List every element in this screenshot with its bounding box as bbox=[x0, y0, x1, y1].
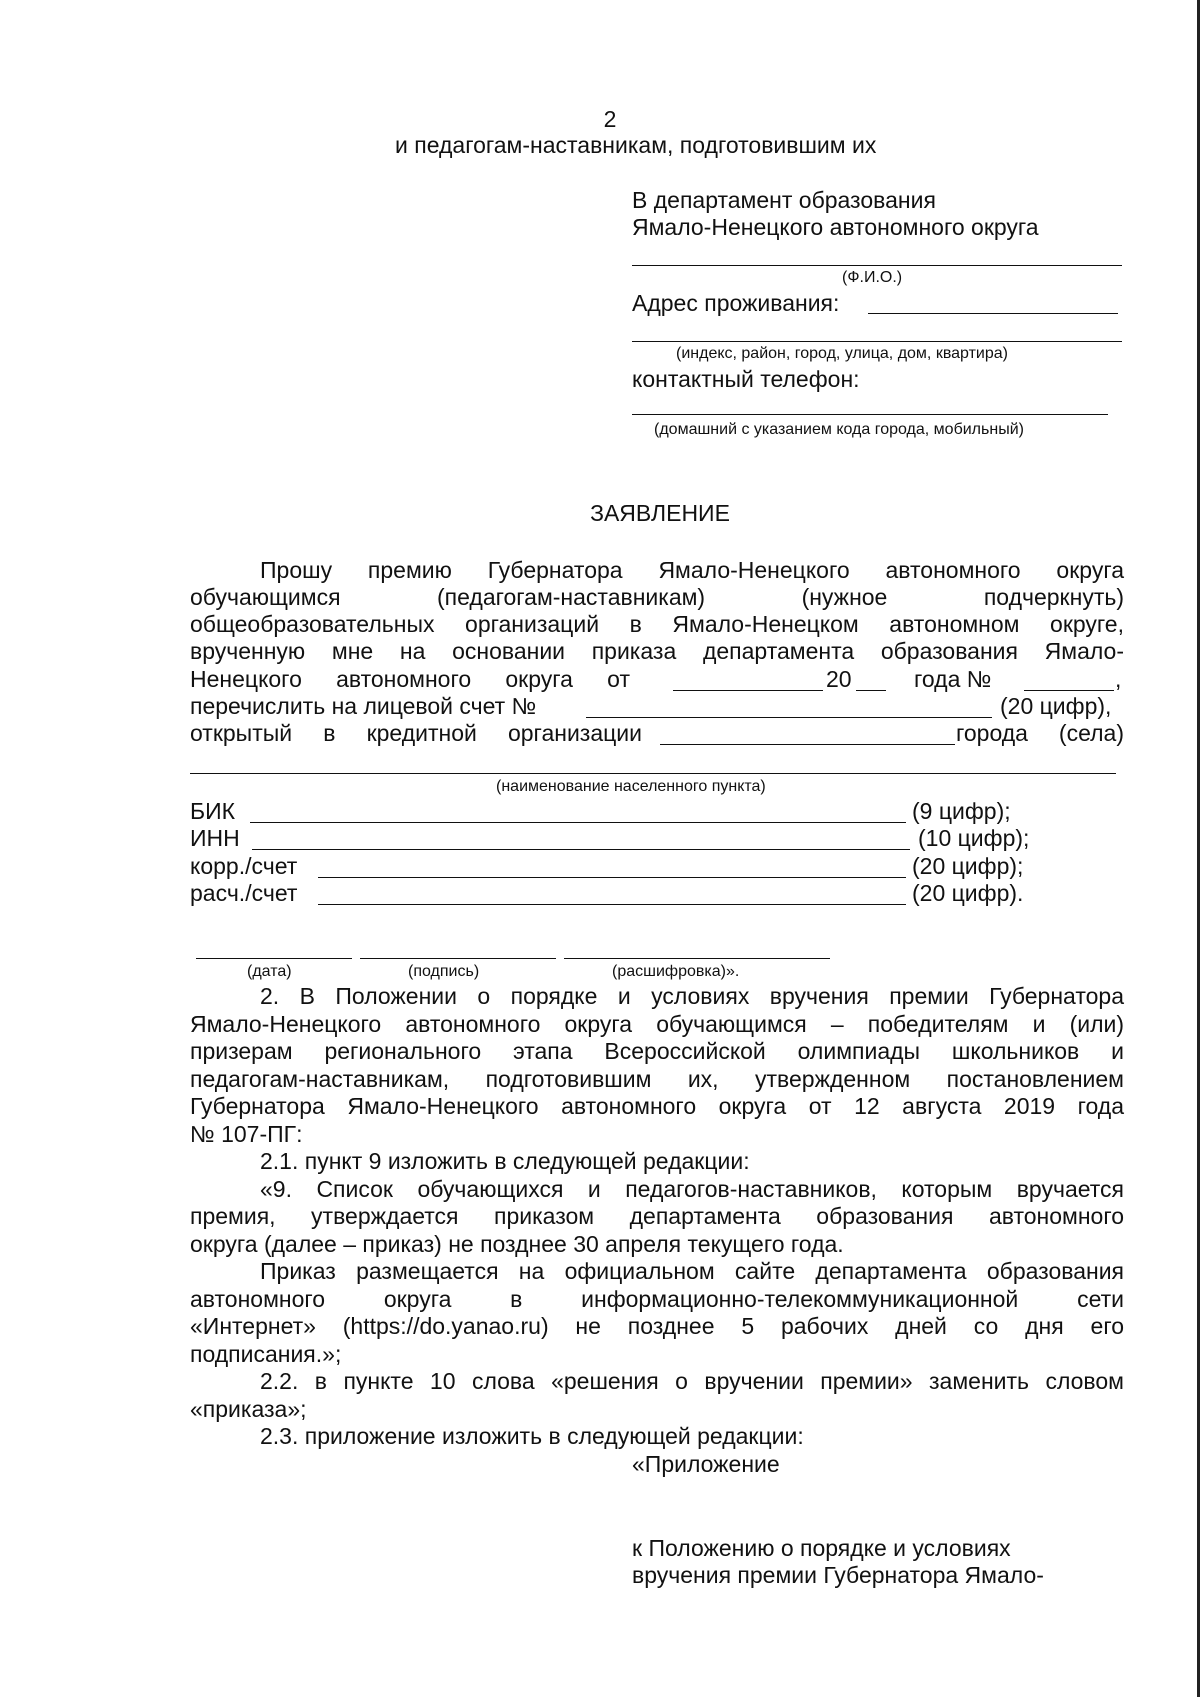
application-line-4: врученную мне на основании приказа департамента образования Ямало- bbox=[190, 638, 1124, 664]
inn-field bbox=[252, 849, 910, 850]
page-number: 2 bbox=[603, 106, 617, 132]
item-9-line-2: премия, утверждается приказом департамента образования автономного bbox=[190, 1203, 1124, 1229]
settlement-account-field bbox=[318, 904, 906, 905]
section-2-line-6: № 107-ПГ: bbox=[190, 1121, 303, 1147]
section-2-2-line-2: «приказа»; bbox=[190, 1396, 307, 1422]
order-publication-line-4: подписания.»; bbox=[190, 1341, 342, 1367]
address-line-2 bbox=[632, 341, 1122, 342]
inn-note: (10 цифр); bbox=[918, 825, 1030, 851]
word-network: сети bbox=[1077, 1286, 1124, 1312]
section-2-3: 2.3. приложение изложить в следующей редакции: bbox=[260, 1423, 804, 1449]
date-line bbox=[196, 958, 352, 959]
order-year-field bbox=[856, 690, 886, 691]
account-field bbox=[586, 717, 992, 718]
word-students: обучающимся bbox=[190, 584, 341, 610]
word-underline: подчеркнуть) bbox=[983, 584, 1124, 610]
word-information-network: информационно-телекоммуникационной bbox=[581, 1286, 1019, 1312]
account-label: перечислить на лицевой счет № bbox=[190, 693, 537, 719]
order-year-prefix: 20 bbox=[826, 666, 852, 692]
section-2-1: 2.1. пункт 9 изложить в следующей редакции: bbox=[260, 1148, 750, 1174]
word-mentors: (педагогам-наставникам) bbox=[437, 584, 706, 610]
order-date-label: Ненецкого автономного округа от bbox=[190, 666, 630, 692]
order-number-label: года № bbox=[914, 666, 992, 692]
order-line-end: , bbox=[1115, 666, 1122, 692]
section-2-line-4: педагогам-наставникам, подготовившим их, утвержденном постановлением bbox=[190, 1066, 1124, 1092]
bik-field bbox=[250, 822, 906, 823]
appendix-line-2: вручения премии Губернатора Ямало- bbox=[632, 1562, 1044, 1588]
word-autonomous: автономного bbox=[190, 1286, 326, 1312]
document-title: ЗАЯВЛЕНИЕ bbox=[590, 500, 730, 526]
word-needed: (нужное bbox=[801, 584, 888, 610]
section-2-2-line-1: 2.2. в пункте 10 слова «решения о вручении премии» заменить словом bbox=[260, 1368, 1124, 1394]
settlement-account-note: (20 цифр). bbox=[912, 880, 1024, 906]
order-publication-line-1: Приказ размещается на официальном сайте департамента образования bbox=[260, 1258, 1124, 1284]
fio-line bbox=[632, 265, 1122, 266]
addressee-line-1: В департамент образования bbox=[632, 187, 936, 213]
settlement-account-label: расч./счет bbox=[190, 880, 298, 906]
account-digits-note: (20 цифр), bbox=[1000, 693, 1112, 719]
phone-line bbox=[632, 414, 1108, 415]
city-label: города (села) bbox=[956, 720, 1124, 746]
appendix-title: «Приложение bbox=[632, 1451, 780, 1477]
appendix-line-1: к Положению о порядке и условиях bbox=[632, 1535, 1011, 1561]
corr-account-label: корр./счет bbox=[190, 853, 298, 879]
bik-note: (9 цифр); bbox=[912, 798, 1011, 824]
credit-org-field bbox=[660, 744, 955, 745]
word-district: округа bbox=[383, 1286, 452, 1312]
application-line-3: общеобразовательных организаций в Ямало-Ненецком автономном округе, bbox=[190, 611, 1124, 637]
decoding-line bbox=[564, 958, 830, 959]
decoding-caption: (расшифровка)». bbox=[612, 963, 740, 980]
address-line-1 bbox=[868, 313, 1118, 314]
order-date-field bbox=[673, 690, 823, 691]
phone-caption: (домашний с указанием кода города, мобильный) bbox=[654, 421, 1024, 438]
word-in: в bbox=[510, 1286, 523, 1312]
signature-line bbox=[360, 958, 556, 959]
section-2-line-2: Ямало-Ненецкого автономного округа обучающимся – победителям и (или) bbox=[190, 1011, 1124, 1037]
section-2-line-3: призерам регионального этапа Всероссийской олимпиады школьников и bbox=[190, 1038, 1124, 1064]
phone-label: контактный телефон: bbox=[632, 366, 860, 392]
section-2-line-1: 2. В Положении о порядке и условиях вручения премии Губернатора bbox=[260, 983, 1124, 1009]
order-number-field bbox=[1024, 690, 1114, 691]
signature-caption: (подпись) bbox=[408, 963, 480, 980]
application-line-2 bbox=[190, 584, 1124, 611]
inn-label: ИНН bbox=[190, 825, 240, 851]
addressee-line-2: Ямало-Ненецкого автономного округа bbox=[632, 214, 1039, 240]
order-publication-line-2 bbox=[190, 1286, 1124, 1313]
credit-org-label: открытый в кредитной организации bbox=[190, 720, 642, 746]
section-2-line-5: Губернатора Ямало-Ненецкого автономного округа от 12 августа 2019 года bbox=[190, 1093, 1124, 1119]
corr-account-field bbox=[318, 877, 906, 878]
date-caption: (дата) bbox=[247, 963, 292, 980]
address-label: Адрес проживания: bbox=[632, 290, 840, 316]
application-line-1: Прошу премию Губернатора Ямало-Ненецкого автономного округа bbox=[260, 557, 1124, 583]
locality-caption: (наименование населенного пункта) bbox=[496, 778, 766, 795]
item-9-line-3: округа (далее – приказ) не позднее 30 апреля текущего года. bbox=[190, 1231, 844, 1257]
order-publication-line-3: «Интернет» (https://do.yanao.ru) не позднее 5 рабочих дней со дня его bbox=[190, 1313, 1124, 1339]
address-caption: (индекс, район, город, улица, дом, квартира) bbox=[676, 345, 1008, 362]
locality-line bbox=[190, 773, 1116, 774]
item-9-line-1: «9. Список обучающихся и педагогов-наставников, которым вручается bbox=[260, 1176, 1124, 1202]
corr-account-note: (20 цифр); bbox=[912, 853, 1024, 879]
bik-label: БИК bbox=[190, 798, 236, 824]
fio-caption: (Ф.И.О.) bbox=[842, 269, 903, 286]
header-continuation: и педагогам-наставникам, подготовившим их bbox=[395, 132, 877, 158]
